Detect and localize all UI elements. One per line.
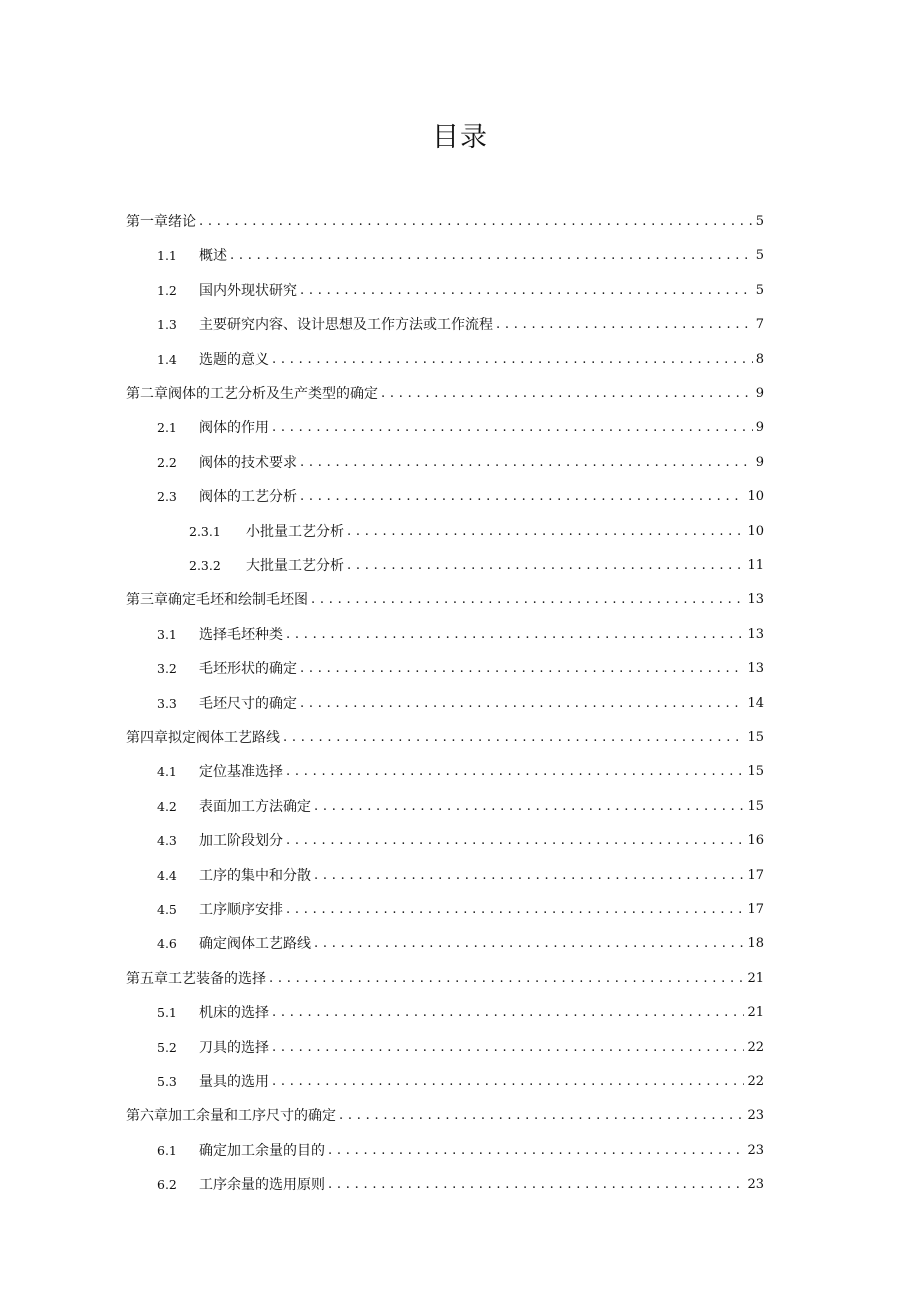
toc-dot-leader [199,212,753,232]
toc-entry[interactable] [157,989,764,1023]
toc-entry[interactable] [157,852,764,886]
toc-entry-page-number: 9 [755,386,764,401]
toc-entry[interactable] [157,886,764,920]
toc-entry-page-number: 9 [755,454,764,470]
toc-entry-number: 3.3 [157,695,177,711]
toc-entry[interactable] [126,576,764,610]
toc-dot-leader [300,281,753,301]
toc-entry-number: 4.2 [157,798,177,814]
toc-entry-title: 第一章绪论 [126,214,196,230]
toc-entry-page-number: 17 [747,867,764,883]
toc-entry-number: 3.1 [157,626,177,642]
toc-entry-title: 阀体的技术要求 [199,454,297,471]
toc-entry-page-number: 16 [747,833,764,849]
toc-entry-title: 第六章加工余量和工序尺寸的确定 [126,1108,336,1125]
toc-entry-page-number: 23 [747,1142,764,1158]
toc-entry-page-number: 21 [747,970,764,986]
toc-dot-leader [272,350,753,370]
toc-entry[interactable] [157,439,764,473]
toc-entry-number: 2.3.1 [189,523,221,539]
toc-entry[interactable] [126,714,764,748]
toc-entry-title: 主要研究内容、设计思想及工作方法或工作流程 [199,317,493,334]
toc-entry-page-number: 15 [747,798,764,814]
toc-entry[interactable] [157,748,764,782]
toc-entry[interactable] [126,955,764,989]
toc-entry-title: 机床的选择 [199,1005,269,1022]
toc-entry-number: 4.3 [157,833,177,849]
toc-entry-page-number: 15 [747,730,764,745]
toc-entry-title: 毛坯尺寸的确定 [199,695,297,712]
toc-dot-leader [272,418,753,438]
toc-entry-number: 2.1 [157,420,177,436]
toc-dot-leader [314,934,744,954]
toc-dot-leader [286,831,744,851]
toc-entry-page-number: 22 [747,1039,764,1055]
toc-dot-leader [300,659,744,679]
toc-dot-leader [314,866,744,886]
toc-dot-leader [328,1141,744,1161]
toc-entry-title: 定位基准选择 [199,764,283,781]
toc-dot-leader [328,1175,744,1195]
toc-entry-page-number: 18 [747,936,764,952]
toc-entry-title: 加工阶段划分 [199,833,283,850]
toc-entry-page-number: 13 [747,592,764,608]
toc-entry-page-number: 10 [747,523,764,539]
toc-entry-number: 2.3.2 [189,558,221,573]
toc-dot-leader [347,522,744,542]
toc-entry-title: 第五章工艺装备的选择 [126,970,266,987]
toc-entry-page-number: 5 [755,214,764,229]
toc-entry-page-number: 9 [755,420,764,436]
page-title: 目录 [432,122,488,153]
toc-dot-leader [269,969,744,989]
toc-dot-leader [272,1038,744,1058]
toc-entry-page-number: 8 [755,351,764,367]
toc-entry[interactable] [157,267,764,301]
toc-entry-title: 阀体的工艺分析 [199,489,297,506]
toc-entry-title: 工序顺序安排 [199,902,283,918]
toc-entry-title: 确定加工余量的目的 [199,1142,325,1159]
toc-entry-title: 第四章拟定阀体工艺路线 [126,730,280,746]
toc-entry-page-number: 17 [747,902,764,917]
toc-entry-number: 4.6 [157,936,177,952]
toc-entry[interactable] [126,1092,764,1126]
toc-entry-page-number: 23 [747,1177,764,1193]
toc-entry-number: 4.4 [157,867,177,883]
toc-entry-number: 4.5 [157,902,177,917]
toc-entry-title: 毛坯形状的确定 [199,661,297,678]
toc-entry-number: 1.4 [157,351,177,367]
toc-dot-leader [286,762,744,782]
toc-dot-leader [272,1072,744,1092]
toc-entry-title: 确定阀体工艺路线 [199,936,311,953]
toc-entry-page-number: 23 [747,1108,764,1124]
toc-entry-number: 2.3 [157,489,177,505]
toc-entry-page-number: 11 [747,558,764,573]
toc-dot-leader [339,1106,744,1126]
toc-entry[interactable] [157,232,764,266]
toc-entry[interactable] [157,336,764,370]
toc-entry-title: 第三章确定毛坯和绘制毛坯图 [126,592,308,609]
toc-entry[interactable] [189,508,764,542]
toc-entry[interactable] [157,645,764,679]
toc-entry-page-number: 13 [747,626,764,642]
toc-entry-title: 大批量工艺分析 [246,558,344,574]
toc-entry[interactable] [157,1127,764,1161]
toc-entry-number: 6.1 [157,1142,177,1158]
toc-entry-title: 工序余量的选用原则 [199,1177,325,1194]
toc-entry-page-number: 15 [747,764,764,780]
toc-entry-title: 小批量工艺分析 [246,523,344,540]
toc-dot-leader [286,900,744,920]
toc-entry-title: 国内外现状研究 [199,282,297,299]
toc-dot-leader [314,797,744,817]
toc-entry-page-number: 5 [755,248,764,264]
toc-dot-leader [311,590,744,610]
toc-entry-title: 量具的选用 [199,1074,269,1090]
toc-entry-number: 2.2 [157,454,177,470]
toc-dot-leader [496,315,753,335]
toc-entry-page-number: 10 [747,489,764,505]
toc-entry[interactable] [157,1024,764,1058]
toc-entry[interactable] [157,301,764,335]
toc-entry-page-number: 7 [755,317,764,333]
toc-dot-leader [286,625,744,645]
toc-entry-number: 1.2 [157,282,177,298]
toc-entry[interactable] [157,783,764,817]
toc-entry[interactable] [157,920,764,954]
toc-entry-page-number: 5 [755,282,764,298]
toc-entry-title: 刀具的选择 [199,1039,269,1056]
toc-entry-number: 4.1 [157,764,177,780]
toc-entry[interactable] [157,817,764,851]
toc-dot-leader [300,487,744,507]
toc-entry[interactable] [157,611,764,645]
toc-entry-page-number: 21 [747,1005,764,1021]
toc-entry[interactable] [157,404,764,438]
toc-entry-number: 1.3 [157,317,177,333]
toc-entry-title: 阀体的作用 [199,420,269,437]
toc-entry-number: 6.2 [157,1177,177,1193]
toc-dot-leader [230,246,753,266]
toc-dot-leader [272,1003,744,1023]
toc-entry[interactable] [157,1058,764,1092]
toc-entry[interactable] [157,1161,764,1195]
toc-entry-title: 选题的意义 [199,351,269,368]
toc-dot-leader [300,453,753,473]
toc-entry-page-number: 22 [747,1074,764,1089]
toc-entry-number: 3.2 [157,661,177,677]
toc-dot-leader [347,556,744,576]
toc-entry-number: 5.1 [157,1005,177,1021]
toc-entry[interactable] [126,370,764,404]
toc-entry-title: 表面加工方法确定 [199,798,311,815]
toc-entry[interactable] [157,473,764,507]
toc-dot-leader [283,728,744,748]
toc-dot-leader [381,384,753,404]
toc-dot-leader [300,694,744,714]
toc-entry-title: 选择毛坯种类 [199,626,283,643]
toc-entry-page-number: 13 [747,661,764,677]
toc-entry-number: 5.2 [157,1039,177,1055]
toc-entry-number: 1.1 [157,248,177,264]
toc-entry[interactable] [126,198,764,232]
toc-entry-title: 概述 [199,248,227,265]
toc-entry-page-number: 14 [747,695,764,711]
toc-entry-number: 5.3 [157,1074,177,1089]
toc-entry-title: 第二章阀体的工艺分析及生产类型的确定 [126,386,378,402]
toc-entry-title: 工序的集中和分散 [199,867,311,884]
toc-entry[interactable] [157,680,764,714]
toc-entry[interactable] [189,542,764,576]
